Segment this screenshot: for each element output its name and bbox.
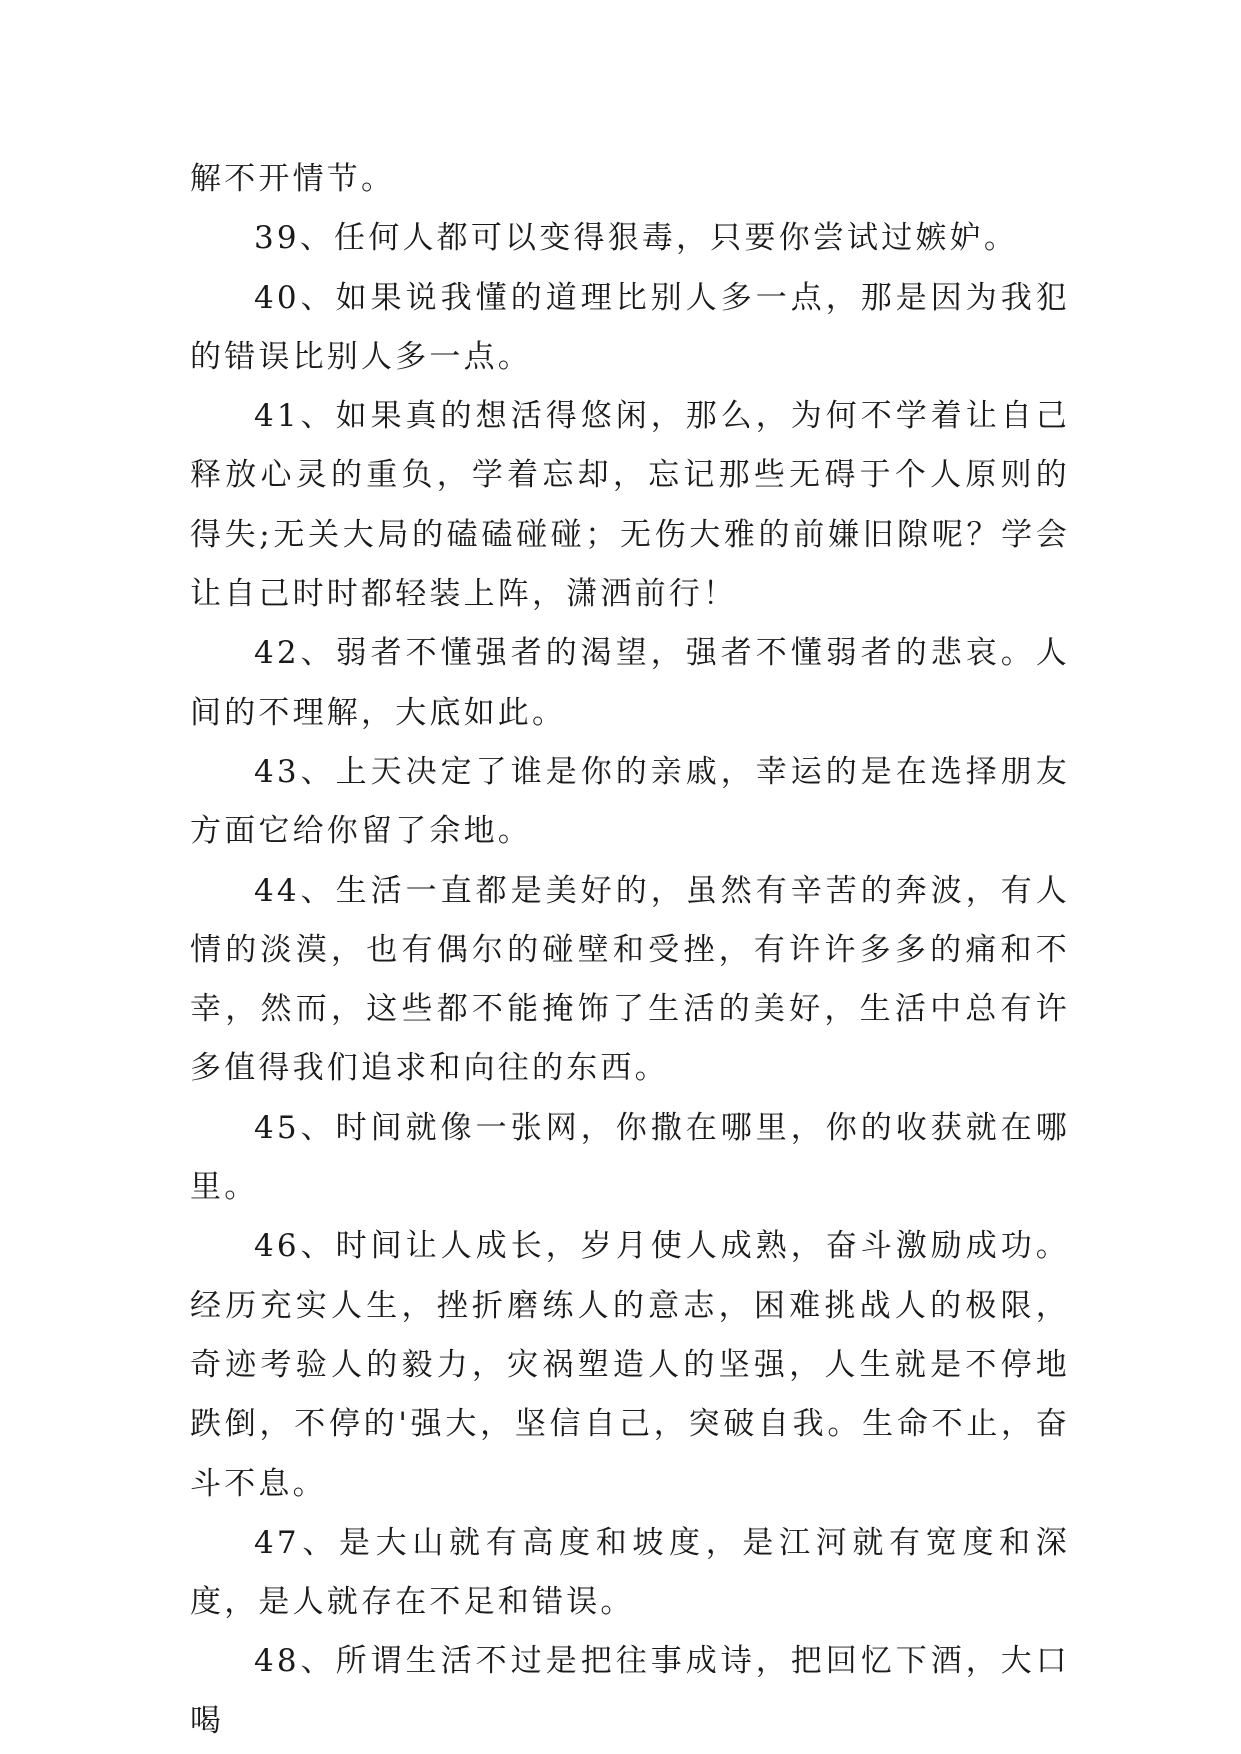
document-body — [190, 150, 1070, 1751]
paragraph-41: 41、如果真的想活得悠闲，那么，为何不学着让自己释放心灵的重负，学着忘却，忘记那些无碍于个人原则的得失;无关大局的磕磕碰碰；无伤大雅的前嫌旧隙呢？学会让自己时时都轻装上阵，潇洒前行！ — [190, 398, 1070, 613]
paragraph-48: 48、所谓生活不过是把往事成诗，把回忆下酒，大口喝 — [190, 1643, 1070, 1739]
paragraph-47: 47、是大山就有高度和坡度，是江河就有宽度和深度，是人就存在不足和错误。 — [190, 1524, 1070, 1621]
paragraph-continuation: 解不开情节。 — [190, 161, 396, 197]
paragraph-46: 46、时间让人成长，岁月使人成熟，奋斗激励成功。经历充实人生，挫折磨练人的意志，困难挑战人的极限，奇迹考验人的毅力，灾祸塑造人的坚强，人生就是不停地跌倒，不停的'强大，坚信自己，突破自我。生命不止，奋斗不息。 — [190, 1228, 1070, 1502]
paragraph-39: 39、任何人都可以变得狠毒，只要你尝试过嫉妒。 — [254, 220, 1019, 257]
paragraph-42: 42、弱者不懂强者的渴望，强者不懂弱者的悲哀。人间的不理解，大底如此。 — [190, 635, 1070, 731]
paragraph-43: 43、上天决定了谁是你的亲戚，幸运的是在选择朋友方面它给你留了余地。 — [190, 753, 1070, 850]
paragraph-40: 40、如果说我懂的道理比别人多一点，那是因为我犯的错误比别人多一点。 — [190, 279, 1070, 375]
paragraph-45: 45、时间就像一张网，你撒在哪里，你的收获就在哪里。 — [190, 1109, 1070, 1206]
paragraph-44: 44、生活一直都是美好的，虽然有辛苦的奔波，有人情的淡漠，也有偶尔的碰壁和受挫，有许许多多的痛和不幸，然而，这些都不能掩饰了生活的美好，生活中总有许多值得我们追求和向往的东西。 — [190, 872, 1070, 1087]
